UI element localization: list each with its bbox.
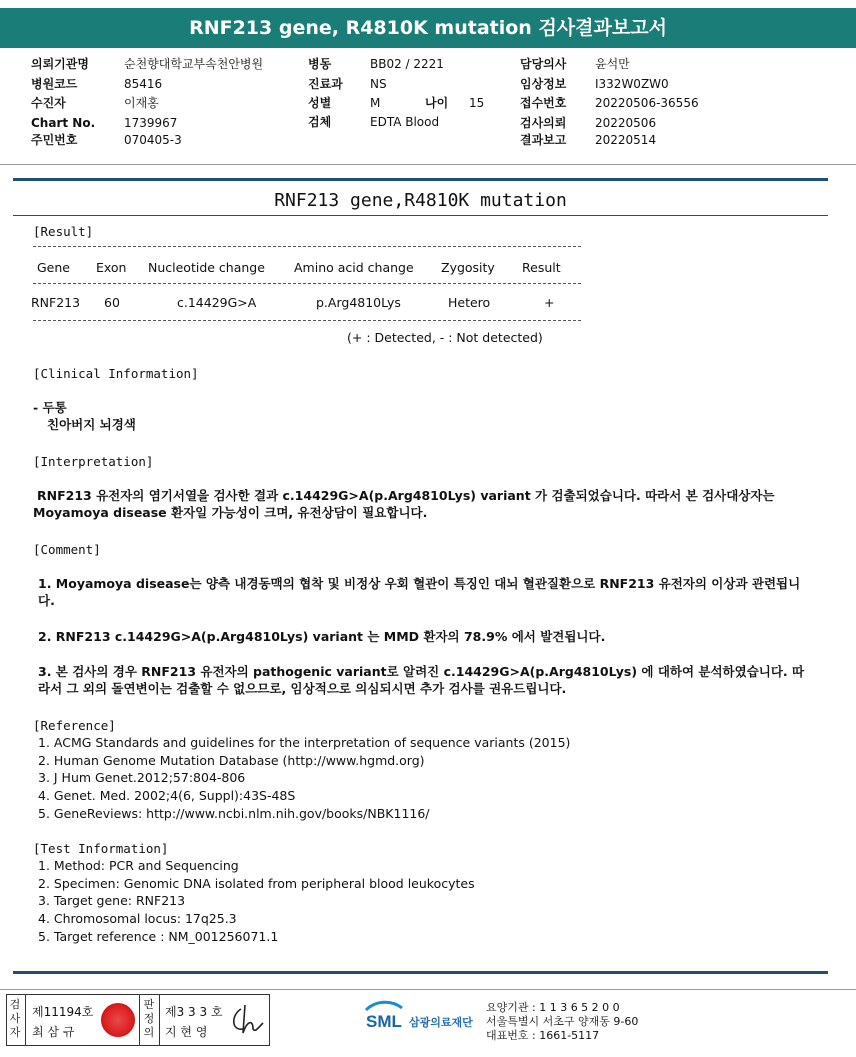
chart-no-value: 1739967 [124,116,178,130]
lab-phone: 대표번호 : 1661-5117 [486,1029,600,1042]
receipt-value: 20220506-36556 [595,96,699,110]
col-exon: Exon [96,260,127,275]
result-legend: (+ : Detected, - : Not detected) [347,330,543,345]
examinee-label: 수진자 [31,96,66,110]
result-dashed-rule-top [33,246,581,247]
result-dashed-rule-bottom [33,320,581,321]
report-header-title: RNF213 gene, R4810K mutation 검사결과보고서 [0,8,856,48]
lab-logo [362,1000,406,1040]
test-info-item: 2. Specimen: Genomic DNA isolated from peripheral blood leukocytes [38,876,475,891]
test-info-item: 4. Chromosomal locus: 17q25.3 [38,911,237,926]
col-gene: Gene [37,260,70,275]
reference-section-heading: [Reference] [33,718,116,733]
handwritten-signature [229,1003,265,1037]
inspector-label: 검사자 [9,998,21,1039]
report-title-rule [13,215,828,216]
doctor-label: 담당의사 [520,57,567,71]
specimen-label: 검체 [308,115,332,129]
institution-value: 순천향대학교부속천안병원 [124,57,264,71]
reference-item: 1. ACMG Standards and guidelines for the interpretation of sequence variants (2015) [38,735,571,750]
signature-box-divider [159,995,160,1045]
report-title: RNF213 gene,R4810K mutation [274,190,567,211]
col-nucleotide: Nucleotide change [148,260,265,275]
test-info-item: 3. Target gene: RNF213 [38,893,186,908]
result-dashed-rule-mid [33,283,581,284]
cell-gene: RNF213 [31,295,81,310]
clinical-line-2: 친아버지 뇌경색 [47,417,136,432]
id-number-label: 주민번호 [31,133,78,147]
result-section-heading: [Result] [33,224,94,239]
lab-address: 서울특별시 서초구 양재동 9-60 [486,1015,639,1028]
hospital-code-label: 병원코드 [31,77,78,91]
red-seal-stamp [101,1003,135,1037]
id-number-value: 070405-3 [124,133,182,147]
lab-code: 요양기관 : 1 1 3 6 5 2 0 0 [486,1001,620,1014]
report-date-value: 20220514 [595,133,657,147]
test-info-item: 1. Method: PCR and Sequencing [38,858,239,873]
request-value: 20220506 [595,116,657,130]
cell-nucleotide: c.14429G>A [177,295,257,310]
cell-exon: 60 [104,295,120,310]
clinical-info-value: I332W0ZW0 [595,77,669,91]
test-info-section-heading: [Test Information] [33,841,169,856]
footer-divider [0,989,856,990]
request-label: 검사의뢰 [520,116,567,130]
specimen-value: EDTA Blood [370,115,440,129]
inspector-name: 최 삼 규 [32,1025,75,1039]
col-result: Result [522,260,561,275]
interpretation-section-heading: [Interpretation] [33,454,154,469]
interpretation-text: RNF213 유전자의 염기서열을 검사한 결과 c.14429G>A(p.Arg4810Lys) variant 가 검출되었습니다. 따라서 본 검사대상자는 Moyamoya disease 환자일 가능성이 크며, 유전상담이 필요합니다. [33,488,775,520]
reference-item: 5. GeneReviews: http://www.ncbi.nlm.nih.gov/books/NBK1116/ [38,806,430,821]
header-divider [0,164,856,165]
sex-value: M [370,96,381,110]
report-top-rule [13,178,828,181]
approver-license: 제3 3 3 호 [165,1005,223,1019]
ward-label: 병동 [308,57,332,71]
signature-box-divider [25,995,26,1045]
reference-item: 2. Human Genome Mutation Database (http://www.hgmd.org) [38,753,425,768]
ward-value: BB02 / 2221 [370,57,444,71]
dept-value: NS [370,77,387,91]
cell-result: + [544,295,555,310]
lab-name: 삼광의료재단 [409,1016,473,1029]
report-date-label: 결과보고 [520,133,567,147]
report-bottom-rule [13,971,828,974]
col-amino-acid: Amino acid change [294,260,414,275]
inspector-license: 제11194호 [32,1005,94,1019]
col-zygosity: Zygosity [441,260,495,275]
reference-item: 4. Genet. Med. 2002;4(6, Suppl):43S-48S [38,788,296,803]
comment-item-3: 3. 본 검사의 경우 RNF213 유전자의 pathogenic variant로 알려진 c.14429G>A(p.Arg4810Lys) 에 대하여 분석하였습니다. 따라서 그 외의 돌연변이는 검출할 수 없으므로, 임상적으로 의심되시면 추가 검사를 권유드립니다. [38,664,805,696]
clinical-section-heading: [Clinical Information] [33,366,199,381]
test-info-item: 5. Target reference : NM_001256071.1 [38,929,279,944]
cell-zygosity: Hetero [448,295,491,310]
doctor-value: 윤석만 [595,57,630,71]
sex-label: 성별 [308,96,332,110]
age-value: 15 [469,96,485,110]
comment-section-heading: [Comment] [33,542,101,557]
age-label: 나이 [425,96,449,110]
comment-item-2: 2. RNF213 c.14429G>A(p.Arg4810Lys) variant 는 MMD 환자의 78.9% 에서 발견됩니다. [38,629,606,644]
signature-box [6,994,270,1046]
reference-item: 3. J Hum Genet.2012;57:804-806 [38,770,246,785]
hospital-code-value: 85416 [124,77,163,91]
clinical-info-label: 임상정보 [520,77,567,91]
institution-label: 의뢰기관명 [31,57,89,71]
approver-name: 지 현 영 [165,1025,208,1039]
receipt-label: 접수번호 [520,96,567,110]
examinee-value: 이재홍 [124,96,159,110]
lab-logo-text: SML [366,1012,402,1031]
chart-no-label: Chart No. [31,116,96,130]
cell-amino-acid: p.Arg4810Lys [316,295,401,310]
dept-label: 진료과 [308,77,343,91]
clinical-line-1: - 두통 [33,400,67,415]
comment-item-1: 1. Moyamoya disease는 양측 내경동맥의 협착 및 비정상 우회 혈관이 특징인 대뇌 혈관질환으로 RNF213 유전자의 이상과 관련됩니다. [38,576,801,608]
signature-box-divider [139,995,140,1045]
approver-label: 판정의 [143,998,155,1039]
